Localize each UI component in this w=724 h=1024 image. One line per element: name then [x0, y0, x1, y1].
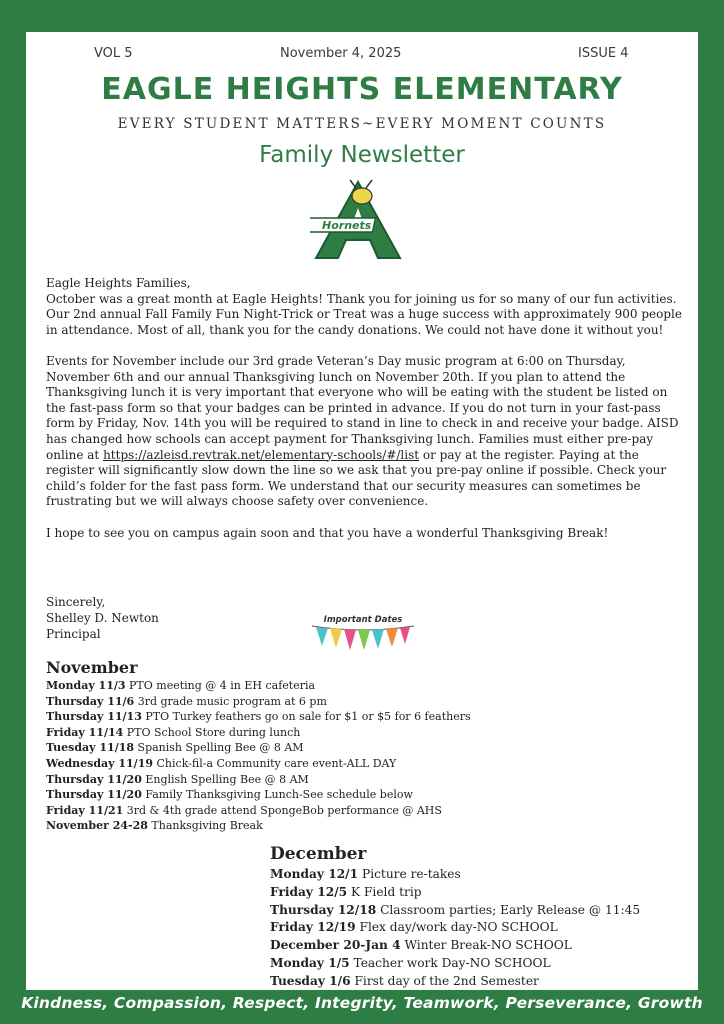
important-dates-banner [308, 610, 418, 660]
event-description: PTO meeting @ 4 in EH cafeteria [125, 679, 316, 692]
event-date: Tuesday 11/18 [46, 741, 135, 755]
event-description: English Spelling Bee @ 8 AM [141, 772, 309, 786]
december-events [270, 844, 640, 990]
event-date: November 24-28 [46, 819, 148, 833]
event-description: Classroom parties; Early Release @ 11:45 [376, 902, 641, 917]
event-description: PTO School Store during lunch [123, 725, 301, 739]
event-description: PTO Turkey feathers go on sale for $1 or $5 for 6 feathers [141, 710, 471, 724]
volume-label: VOL 5 [94, 46, 133, 61]
letter-paragraph-2: Events for November include our 3rd grade Veteran’s Day music program at 6:00 on Thursday, November 6th and our annual Thanksgiving lunch on November 20th. If you plan to attend the Thanksgiving lunch it is very important that everyone who will be eating with the student be listed on the fast-pass form so that your badges can be printed in advance. If you do not turn in your fast-pass form by Friday, Nov. 14th you will be required to stand in line to check in and receive your badge. AISD has changed how schools can accept payment for Thanksgiving lunch. Families must either pre-pay online at https://azleisd.revtrak.net/elementary-schools/#/list or pay at the register. Paying at the register will significantly slow down the line so we ask that you pre-pay online if possible. Check your child’s folder for the fast pass form. We understand that our security measures can sometimes be frustrating but we will always choose safety over convenience. [46, 353, 679, 509]
pennant-banner-icon [308, 610, 418, 656]
event-description: 3rd & 4th grade attend SpongeBob performance @ AHS [123, 803, 442, 817]
event-description: Winter Break-NO SCHOOL [400, 938, 572, 953]
event-date: Monday 11/3 [46, 679, 126, 692]
event-description: Thanksgiving Break [147, 819, 263, 833]
event-row [46, 709, 471, 725]
event-date: December 20-Jan 4 [270, 938, 401, 953]
issue-date: November 4, 2025 [280, 46, 402, 61]
hornets-icon [310, 178, 406, 262]
event-date: Monday 12/1 [270, 867, 359, 881]
event-description: Spanish Spelling Bee @ 8 AM [134, 741, 304, 755]
event-row [46, 725, 471, 741]
event-description: Teacher work Day-NO SCHOOL [349, 955, 551, 970]
event-row [46, 818, 471, 834]
event-row [270, 866, 640, 884]
event-row [270, 973, 640, 990]
svg-text:Hornets: Hornets [322, 219, 372, 232]
event-date: Friday 12/5 [270, 884, 348, 899]
core-values-footer: Kindness, Compassion, Respect, Integrity, Teamwork, Perseverance, Growth [21, 994, 703, 1012]
payment-link[interactable]: https://azleisd.revtrak.net/elementary-schools/#/list [103, 447, 420, 462]
event-row [46, 772, 471, 788]
newsletter-page [26, 32, 698, 990]
event-description: 3rd grade music program at 6 pm [134, 694, 327, 708]
school-motto: EVERY STUDENT MATTERS~EVERY MOMENT COUNTS [117, 116, 607, 132]
event-row [270, 937, 640, 955]
event-row [270, 919, 640, 937]
letter-closing: Sincerely, [46, 595, 106, 609]
letter-paragraph-3: I hope to see you on campus again soon and that you have a wonderful Thanksgiving Break! [46, 525, 609, 540]
event-row [46, 803, 471, 819]
principal-name: Shelley D. Newton [46, 611, 159, 625]
letter-greeting: Eagle Heights Families, [46, 276, 191, 290]
event-date: Thursday 11/6 [46, 694, 135, 708]
event-date: Thursday 11/20 [46, 788, 142, 802]
event-row [270, 902, 640, 920]
event-date: Tuesday 1/6 [270, 973, 351, 988]
event-description: Picture re-takes [358, 867, 461, 881]
event-row [46, 740, 471, 756]
letter-paragraph-1: October was a great month at Eagle Heights! Thank you for joining us for so many of our fun activities. Our 2nd annual Fall Family Fun Night-Trick or Treat was a huge success with approximately 900 people in attendance. Most of all, thank you for the candy donations. We could not have done it without you! [46, 291, 682, 337]
issue-number: ISSUE 4 [578, 46, 629, 61]
event-description: First day of the 2nd Semester [350, 973, 539, 988]
signature-block [46, 594, 159, 642]
event-row [270, 884, 640, 902]
november-events [46, 658, 471, 834]
event-date: Friday 11/21 [46, 803, 124, 817]
event-date: Wednesday 11/19 [46, 756, 154, 770]
principal-role: Principal [46, 627, 101, 641]
hornets-logo [310, 178, 406, 266]
event-date: Thursday 12/18 [270, 902, 377, 917]
event-date: Friday 12/19 [270, 920, 356, 935]
event-date: Thursday 11/20 [46, 772, 142, 786]
principal-letter [46, 276, 682, 557]
event-row [46, 756, 471, 772]
school-name: EAGLE HEIGHTS ELEMENTARY [101, 72, 623, 107]
event-row [46, 694, 471, 710]
event-row [270, 955, 640, 973]
event-description: K Field trip [347, 884, 422, 899]
november-heading: November [46, 658, 138, 677]
event-row [46, 787, 471, 803]
event-date: Thursday 11/13 [46, 710, 142, 724]
event-description: Family Thanksgiving Lunch-See schedule below [141, 788, 413, 802]
december-heading: December [270, 844, 367, 864]
event-row [46, 678, 471, 694]
event-description: Chick-fil-a Community care event-ALL DAY [153, 756, 397, 770]
svg-text:Important Dates: Important Dates [323, 615, 403, 625]
event-date: Monday 1/5 [270, 955, 350, 970]
newsletter-title: Family Newsletter [259, 142, 465, 168]
event-date: Friday 11/14 [46, 725, 124, 739]
event-description: Flex day/work day-NO SCHOOL [355, 920, 558, 935]
